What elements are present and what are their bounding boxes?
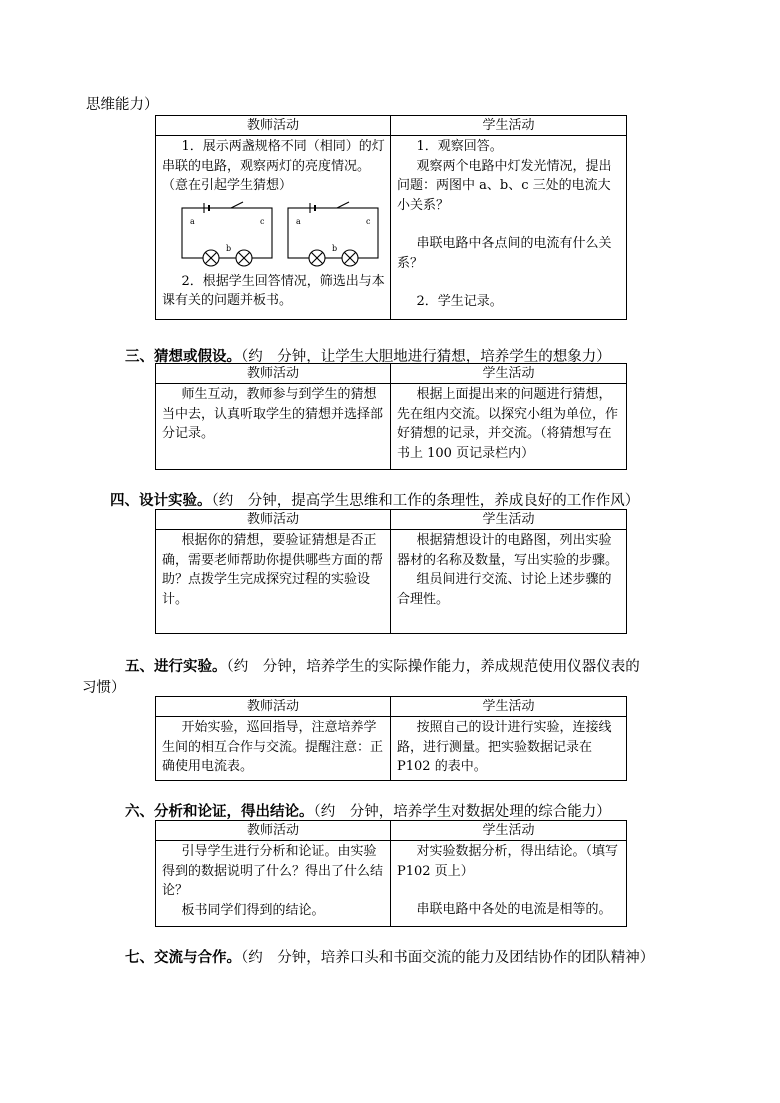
teacher-header: 教师活动 (156, 364, 391, 384)
activity-table-4 (155, 696, 627, 781)
section-5-heading (125, 655, 640, 676)
student-header: 学生活动 (391, 116, 627, 136)
activity-table-2 (155, 363, 627, 470)
teacher-header: 教师活动 (156, 510, 391, 530)
teacher-header: 教师活动 (156, 697, 391, 717)
section-7-heading (125, 946, 654, 967)
activity-table-5 (155, 820, 627, 927)
section-6-title: 六、分析和论证，得出结论。 (125, 804, 314, 820)
section-5-continued: 习惯） (82, 680, 126, 696)
student-header: 学生活动 (391, 510, 627, 530)
teacher-text: 师生互动，教师参与到学生的猜想当中去，认真听取学生的猜想并选择部分记录。 (162, 387, 384, 441)
student-text: 2．学生记录。 (416, 294, 503, 309)
student-text: 组员间进行交流、讨论上述步骤的合理性。 (397, 572, 612, 607)
teacher-text: 1．展示两盏规格不同（相同）的灯串联的电路，观察两灯的亮度情况。（意在引起学生猜想） (162, 139, 385, 193)
teacher-text: 引导学生进行分析和论证。由实验得到的数据说明了什么？得出了什么结论？ (162, 844, 384, 898)
section-7-rest: （约 分钟，培养口头和书面交流的能力及团结协作的团队精神） (241, 950, 655, 966)
circuit-diagram (176, 200, 396, 268)
label-c-left: c (260, 216, 265, 226)
section-4-title: 四、设计实验。 (110, 493, 212, 509)
section-6-heading (125, 800, 611, 821)
student-text: 串联电路中各点间的电流有什么关系？ (397, 236, 612, 271)
section-6-rest: （约 分钟，培养学生对数据处理的综合能力） (313, 804, 611, 820)
student-text: 根据上面提出来的问题进行猜想，先在组内交流。以探究小组为单位，作好猜想的记录，并交流。（将猜想写在书上 100 页记录栏内） (397, 387, 619, 461)
section-5-title: 五、进行实验。 (125, 659, 227, 675)
activity-table-3 (155, 509, 627, 634)
label-a-left: a (190, 216, 195, 226)
teacher-text: 开始实验，巡回指导，注意培养学生间的相互合作与交流。提醒注意：正确使用电流表。 (162, 720, 384, 774)
section-5-rest: （约 分钟，培养学生的实际操作能力，养成规范使用仪器仪表的 (226, 659, 640, 675)
section-3-rest: （约 分钟，让学生大胆地进行猜想，培养学生的想象力） (241, 349, 611, 365)
section-3-title: 三、猜想或假设。 (125, 349, 241, 365)
student-header: 学生活动 (391, 697, 627, 717)
student-header: 学生活动 (391, 821, 627, 841)
label-b-left: b (226, 243, 232, 253)
teacher-text: 根据你的猜想，要验证猜想是否正确，需要老师帮助你提供哪些方面的帮助？点拨学生完成探究过程的实验设计。 (162, 533, 384, 607)
label-a-right: a (296, 216, 301, 226)
intro-fragment: 思维能力） (86, 97, 159, 113)
student-text: 串联电路中各处的电流是相等的。 (416, 902, 612, 917)
section-4-rest: （约 分钟，提高学生思维和工作的条理性，养成良好的工作作风） (211, 493, 640, 509)
activity-table-1 (155, 115, 627, 320)
section-4-heading (110, 489, 639, 510)
teacher-text: 2．根据学生回答情况，筛选出与本课有关的问题并板书。 (162, 273, 385, 308)
label-c-right: c (366, 216, 371, 226)
student-text: 根据猜想设计的电路图，列出实验器材的名称及数量，写出实验的步骤。 (397, 533, 619, 568)
teacher-header: 教师活动 (156, 821, 391, 841)
teacher-header: 教师活动 (156, 116, 391, 136)
section-7-title: 七、交流与合作。 (125, 950, 241, 966)
label-b-right: b (332, 243, 338, 253)
student-text: 按照自己的设计进行实验，连接线路，进行测量。把实验数据记录在 P102 的表中。 (397, 720, 612, 774)
teacher-text: 板书同学们得到的结论。 (181, 902, 325, 918)
student-header: 学生活动 (391, 364, 627, 384)
student-text: 对实验数据分析，得出结论。（填写 P102 页上） (397, 844, 619, 879)
student-text: 1．观察回答。 (416, 139, 503, 154)
student-text: 观察两个电路中灯发光情况，提出问题：两图中 a、b、c 三处的电流大小关系？ (397, 158, 612, 213)
